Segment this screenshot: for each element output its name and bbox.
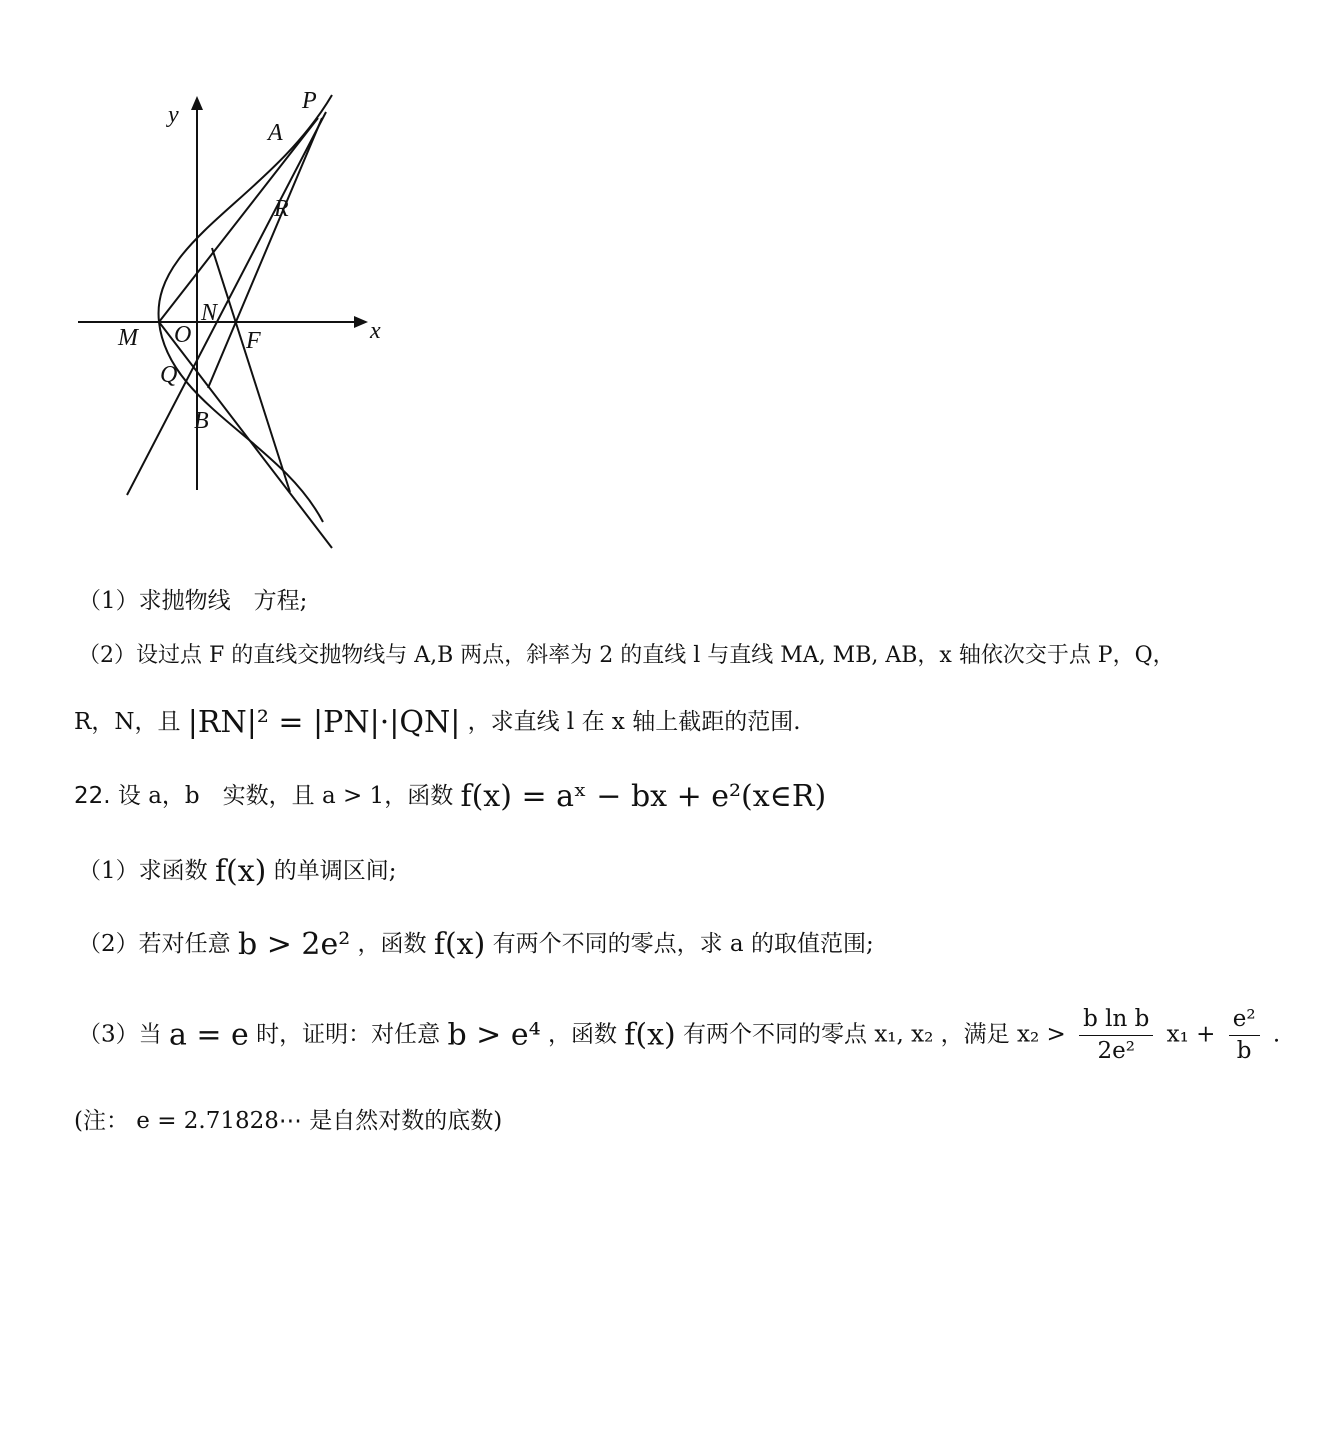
q21-part2-line2: R，N，且 |RN|² = |PN|·|QN| ，求直线 l 在 x 轴上截距的范围.: [74, 705, 801, 740]
label-B: B: [194, 408, 209, 434]
label-y: y: [168, 102, 179, 128]
parabola-curve: [159, 95, 332, 522]
line-l: [127, 112, 326, 495]
label-A: A: [268, 120, 283, 146]
label-N: N: [201, 300, 218, 326]
x-axis-arrow: [354, 316, 368, 328]
label-x: x: [370, 318, 381, 344]
label-R: R: [274, 196, 289, 222]
label-M: M: [118, 325, 138, 351]
label-F: F: [246, 328, 261, 354]
q21-part2-line1: （2）设过点 F 的直线交抛物线与 A,B 两点，斜率为 2 的直线 l 与直线 MA, MB, AB，x 轴依次交于点 P，Q，: [78, 643, 1175, 668]
rn-pn-qn-formula: |RN|² = |PN|·|QN|: [187, 705, 461, 740]
q22-part2: （2）若对任意 b > 2e² ，函数 f(x) 有两个不同的零点，求 a 的取值范围;: [78, 927, 874, 962]
q22-part3: （3）当 a = e 时，证明：对任意 b > e⁴ ，函数 f(x) 有两个不同的零点 x₁, x₂ ，满足 x₂ > $\frac{\text{b ln b}}{\text{2e²}}$ x₁ + $\frac{\text{e²}}{b}$ .: [78, 1006, 1281, 1064]
q21-part1: （1）求抛物线 方程;: [78, 588, 308, 614]
label-Q: Q: [160, 362, 178, 388]
line-AB: [208, 118, 322, 388]
fraction-blnb: $\frac{\text{b ln b}}{\text{2e²}}$: [1079, 1008, 1153, 1063]
line-MA: [159, 118, 318, 322]
question-number: 22.: [74, 783, 111, 809]
label-P: P: [302, 88, 317, 114]
function-definition: f(x) = aˣ − bx + e²(x∈R): [460, 779, 827, 814]
parabola-figure: [70, 80, 390, 560]
label-O: O: [174, 322, 192, 348]
q22-part1: （1）求函数 f(x) 的单调区间;: [78, 854, 397, 889]
q22-stem: 22. 设 a，b 实数，且 a > 1，函数 f(x) = aˣ − bx + e²(x∈R): [74, 779, 827, 814]
q22-note: (注： e = 2.71828⋯ 是自然对数的底数): [74, 1108, 503, 1134]
fraction-e2-over-b: $\frac{\text{e²}}{b}$: [1229, 1008, 1260, 1063]
y-axis-arrow: [191, 96, 203, 110]
